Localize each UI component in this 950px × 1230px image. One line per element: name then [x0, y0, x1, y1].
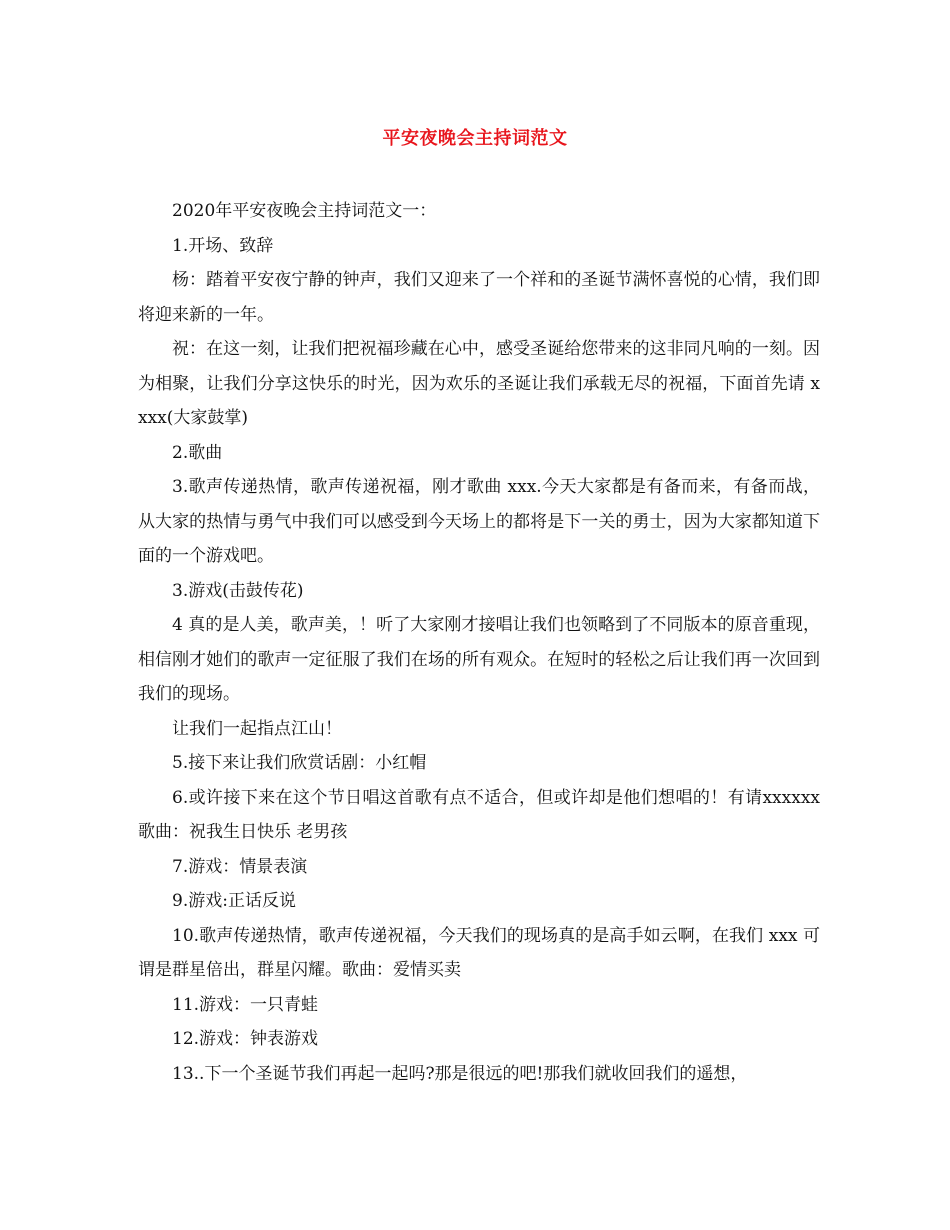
paragraph-point: 让我们一起指点江山！: [172, 718, 342, 739]
paragraph-item-13: 13..下一个圣诞节我们再起一起吗?那是很远的吧!那我们就收回我们的遥想，: [172, 1063, 748, 1084]
paragraph-item-7: 7.游戏：情景表演: [172, 856, 308, 877]
paragraph-item-10: 10.歌声传递热情，歌声传递祝福，今天我们的现场真的是高手如云啊，在我们 xxx 可谓是群星倍出，群星闪耀。歌曲：爱情买卖: [138, 925, 820, 980]
document-body: [138, 194, 820, 1091]
paragraph-item-1: 1.开场、致辞: [172, 235, 274, 256]
paragraph-item-12: 12.游戏：钟表游戏: [172, 1029, 319, 1049]
paragraph-item-9: 9.游戏:正话反说: [172, 891, 296, 911]
paragraph-item-6: 6.或许接下来在这个节日唱这首歌有点不适合，但或许却是他们想唱的！有请xxxxxx 歌曲：祝我生日快乐 老男孩: [138, 787, 820, 842]
paragraph-item-11: 11.游戏：一只青蛙: [172, 994, 319, 1015]
paragraph-item-2: 2.歌曲: [172, 442, 223, 463]
paragraph-item-3-game: 3.游戏(击鼓传花): [172, 580, 304, 601]
document-title: 平安夜晚会主持词范文: [382, 128, 568, 149]
paragraph-item-5: 5.接下来让我们欣赏话剧：小红帽: [172, 753, 427, 773]
paragraph-zhu: 祝：在这一刻，让我们把祝福珍藏在心中，感受圣诞给您带来的这非同凡响的一刻。因为相聚，让我们分享这快乐的时光，因为欢乐的圣诞让我们承载无尽的祝福，下面首先请 xxxx(大家鼓掌): [138, 339, 820, 428]
paragraph-item-3-song: 3.歌声传递热情，歌声传递祝福，刚才歌曲 xxx.今天大家都是有备而来，有备而战，从大家的热情与勇气中我们可以感受到今天场上的都将是下一关的勇士，因为大家都知道下面的一个游戏吧。: [138, 477, 820, 566]
paragraph-intro: 2020年平安夜晚会主持词范文一：: [172, 201, 437, 221]
paragraph-item-4: 4 真的是人美，歌声美，！听了大家刚才接唱让我们也领略到了不同版本的原音重现，相信刚才她们的歌声一定征服了我们在场的所有观众。在短时的轻松之后让我们再一次回到我们的现场。: [138, 615, 820, 704]
paragraph-yang: 杨：踏着平安夜宁静的钟声，我们又迎来了一个祥和的圣诞节满怀喜悦的心情，我们即将迎来新的一年。: [138, 270, 820, 325]
